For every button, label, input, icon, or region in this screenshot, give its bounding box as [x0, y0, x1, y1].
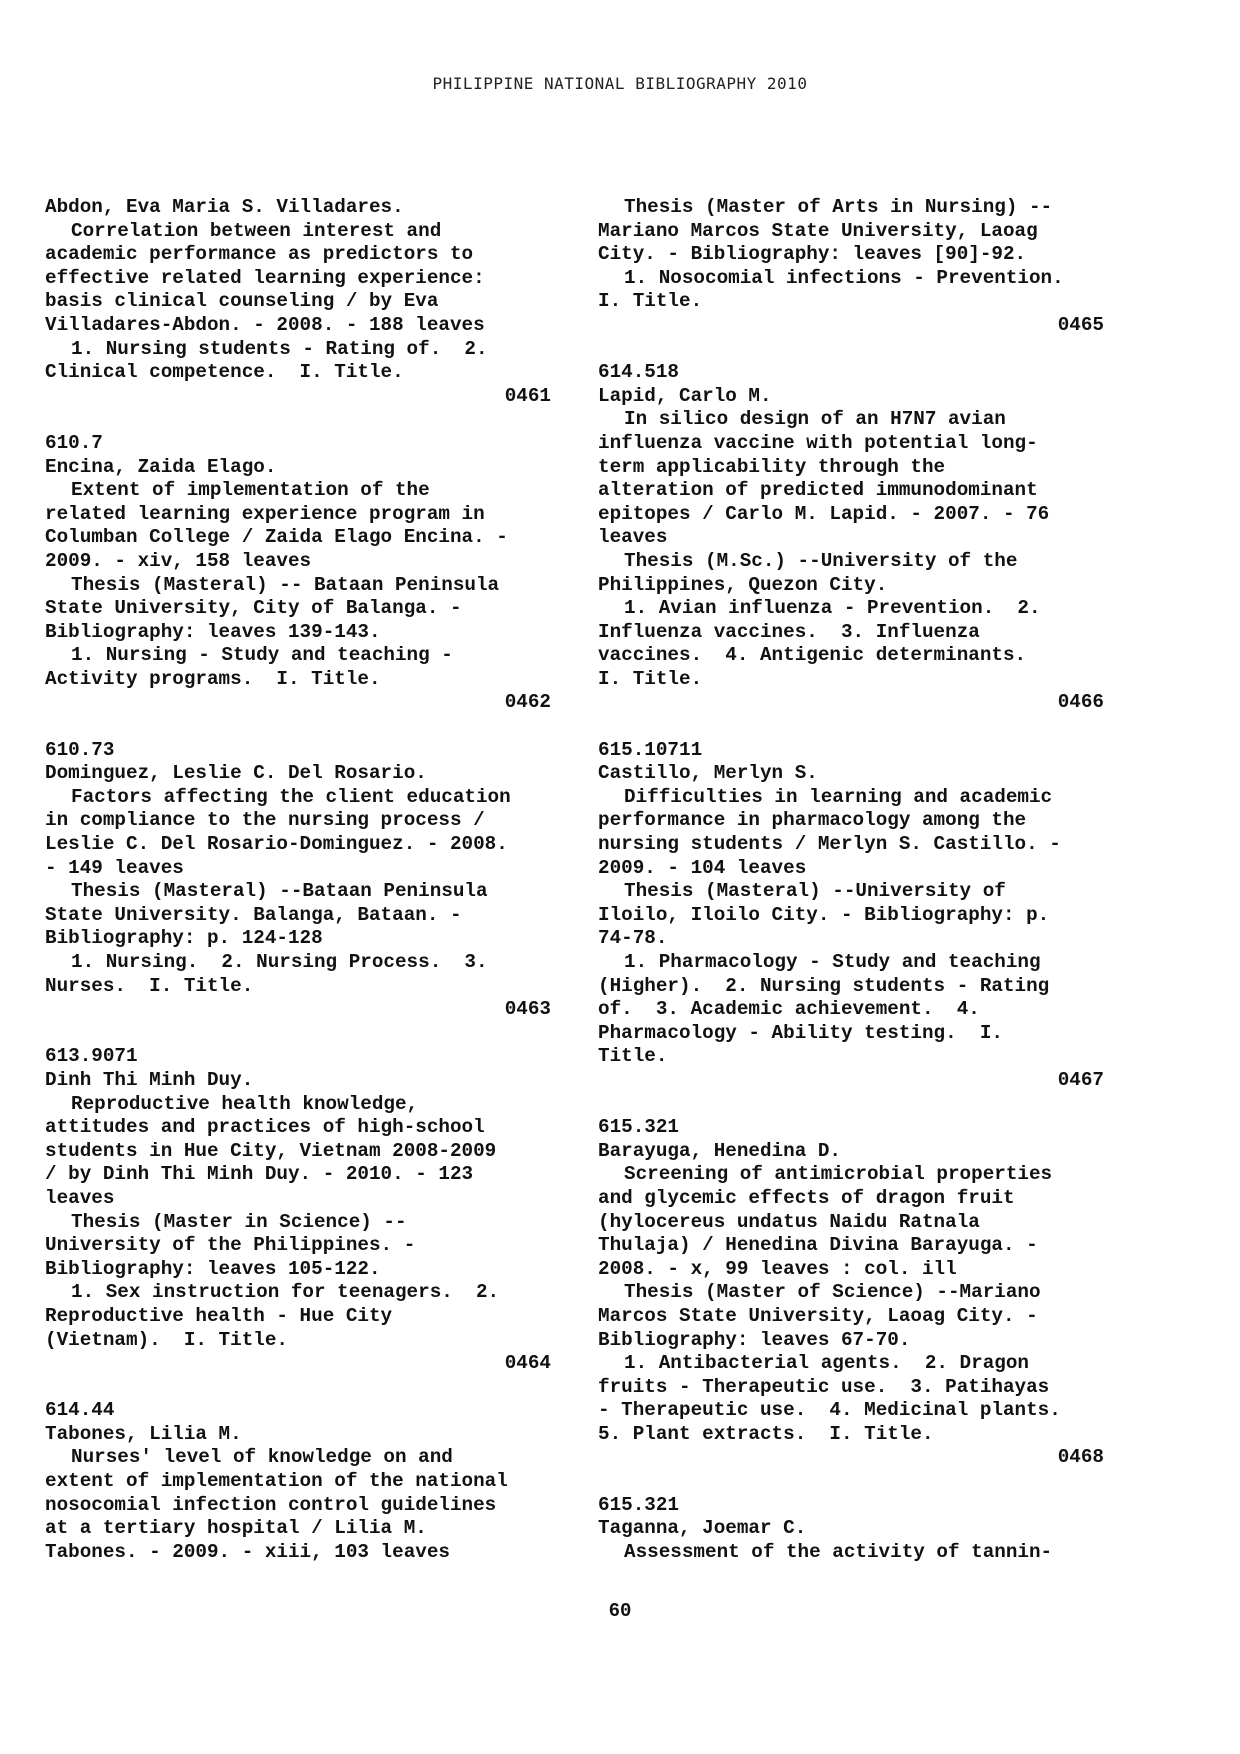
bibliography-entry	[45, 1045, 551, 1375]
entry-line: Barayuga, Henedina D.	[598, 1139, 841, 1162]
entry-number: 0461	[504, 384, 551, 407]
entry-number: 0465	[1057, 313, 1104, 336]
entry-line: Thesis (Masteral) --Bataan Peninsula	[71, 880, 488, 903]
entry-line: Encina, Zaida Elago.	[45, 455, 277, 478]
page-number: 60	[608, 1600, 632, 1622]
call-number: 614.518	[598, 361, 679, 384]
call-number: 614.44	[45, 1399, 115, 1422]
entry-line: 1. Nursing. 2. Nursing Process. 3.	[71, 951, 488, 973]
running-title: PHILIPPINE NATIONAL BIBLIOGRAPHY 2010	[432, 74, 808, 93]
entry-line: Reproductive health knowledge,	[71, 1092, 419, 1115]
entry-line: performance in pharmacology among the	[598, 809, 1027, 832]
bibliography-entry	[45, 1399, 551, 1564]
entry-line: Bibliography: leaves 105-122.	[45, 1257, 381, 1280]
entry-line: City. - Bibliography: leaves [90]-92.	[598, 243, 1027, 266]
entry-line: Assessment of the activity of tannin-	[624, 1540, 1053, 1563]
entry-line: Bibliography: p. 124-128	[45, 927, 323, 950]
entry-line: 2009. - xiv, 158 leaves	[45, 549, 312, 572]
entry-line: Clinical competence. I. Title.	[45, 361, 404, 384]
entry-line: attitudes and practices of high-school	[45, 1116, 485, 1139]
call-number: 610.7	[45, 431, 103, 454]
entry-line: 5. Plant extracts. I. Title.	[598, 1422, 934, 1445]
entry-line: 1. Sex instruction for teenagers. 2.	[71, 1281, 500, 1304]
entry-number: 0468	[1057, 1446, 1104, 1469]
call-number: 610.73	[45, 738, 115, 761]
entry-line: Villadares-Abdon. - 2008. - 188 leaves	[45, 313, 485, 336]
entry-line: Taganna, Joemar C.	[598, 1517, 807, 1540]
entry-line: 74-78.	[598, 927, 668, 950]
call-number: 615.321	[598, 1493, 679, 1516]
entry-line: State University, City of Balanga. -	[45, 597, 462, 620]
entry-line: Influenza vaccines. 3. Influenza	[598, 620, 980, 643]
entry-line: State University. Balanga, Bataan. -	[45, 903, 462, 926]
entry-line: I. Title.	[598, 290, 703, 313]
call-number: 613.9071	[45, 1045, 138, 1068]
entry-line: Philippines, Quezon City.	[598, 573, 888, 596]
entry-line: Screening of antimicrobial properties	[624, 1163, 1053, 1186]
entry-line: extent of implementation of the national	[45, 1470, 508, 1493]
entry-line: vaccines. 4. Antigenic determinants.	[598, 644, 1027, 667]
entry-line: 1. Antibacterial agents. 2. Dragon	[624, 1352, 1029, 1375]
entry-line: Nurses. I. Title.	[45, 974, 254, 997]
bibliography-entry	[598, 1494, 1104, 1565]
entry-line: Leslie C. Del Rosario-Dominguez. - 2008.	[45, 833, 508, 856]
entry-line: Thesis (M.Sc.) --University of the	[624, 549, 1018, 572]
entry-line: Tabones. - 2009. - xiii, 103 leaves	[45, 1540, 450, 1563]
entry-line: Pharmacology - Ability testing. I.	[598, 1021, 1003, 1044]
entry-line: effective related learning experience:	[45, 266, 485, 289]
entry-line: nursing students / Merlyn S. Castillo. -	[598, 833, 1061, 856]
entry-line: 1. Nosocomial infections - Prevention.	[624, 266, 1064, 289]
entry-line: 1. Nursing students - Rating of. 2.	[71, 337, 488, 360]
entry-line: (hylocereus undatus Naidu Ratnala	[598, 1210, 980, 1233]
bibliography-entry	[598, 1116, 1104, 1470]
entry-line: academic performance as predictors to	[45, 243, 474, 266]
bibliography-entry	[45, 196, 551, 408]
entry-line: Thesis (Master of Arts in Nursing) --	[624, 196, 1053, 218]
entry-line: Marcos State University, Laoag City. -	[598, 1304, 1038, 1327]
entry-line: Tabones, Lilia M.	[45, 1422, 242, 1445]
entry-line: of. 3. Academic achievement. 4.	[598, 998, 980, 1021]
entry-number: 0464	[504, 1352, 551, 1375]
bibliography-entry	[598, 739, 1104, 1093]
entry-line: - 149 leaves	[45, 856, 184, 879]
entry-line: term applicability through the	[598, 455, 946, 478]
bibliography-entry	[45, 432, 551, 715]
entry-line: Mariano Marcos State University, Laoag	[598, 219, 1038, 242]
entry-line: Nurses' level of knowledge on and	[71, 1446, 453, 1469]
entry-line: students in Hue City, Vietnam 2008-2009	[45, 1139, 497, 1162]
entry-line: at a tertiary hospital / Lilia M.	[45, 1517, 427, 1540]
entry-line: 2008. - x, 99 leaves : col. ill	[598, 1257, 957, 1280]
entry-number: 0463	[504, 998, 551, 1021]
bibliography-entry	[45, 739, 551, 1022]
call-number: 615.10711	[598, 738, 703, 761]
entry-line: related learning experience program in	[45, 502, 485, 525]
right-column	[598, 196, 1104, 1588]
entry-number: 0466	[1057, 691, 1104, 714]
entry-line: 1. Pharmacology - Study and teaching	[624, 951, 1041, 973]
entry-line: Factors affecting the client education	[71, 785, 511, 808]
entry-line: I. Title.	[598, 667, 703, 690]
entry-line: University of the Philippines. -	[45, 1234, 416, 1257]
entry-line: - Therapeutic use. 4. Medicinal plants.	[598, 1399, 1061, 1422]
entry-line: Dinh Thi Minh Duy.	[45, 1068, 254, 1091]
entry-line: In silico design of an H7N7 avian	[624, 408, 1006, 431]
entry-line: Castillo, Merlyn S.	[598, 762, 818, 785]
entry-line: epitopes / Carlo M. Lapid. - 2007. - 76	[598, 502, 1050, 525]
entry-line: Bibliography: leaves 139-143.	[45, 620, 381, 643]
entry-line: Reproductive health - Hue City	[45, 1304, 393, 1327]
entry-line: Extent of implementation of the	[71, 479, 430, 502]
entry-line: alteration of predicted immunodominant	[598, 479, 1038, 502]
entry-line: influenza vaccine with potential long-	[598, 431, 1038, 454]
entry-line: 1. Avian influenza - Prevention. 2.	[624, 597, 1041, 620]
entry-line: Dominguez, Leslie C. Del Rosario.	[45, 762, 427, 785]
entry-line: Columban College / Zaida Elago Encina. -	[45, 526, 508, 549]
entry-line: (Vietnam). I. Title.	[45, 1328, 288, 1351]
entry-line: 1. Nursing - Study and teaching -	[71, 644, 453, 667]
left-column	[45, 196, 551, 1588]
entry-line: in compliance to the nursing process /	[45, 809, 485, 832]
entry-line: fruits - Therapeutic use. 3. Patihayas	[598, 1375, 1050, 1398]
entry-line: / by Dinh Thi Minh Duy. - 2010. - 123	[45, 1163, 474, 1186]
entry-line: Thesis (Masteral) -- Bataan Peninsula	[71, 573, 500, 596]
entry-line: Iloilo, Iloilo City. - Bibliography: p.	[598, 903, 1050, 926]
entry-line: nosocomial infection control guidelines	[45, 1493, 497, 1516]
entry-line: Thesis (Master in Science) --	[71, 1210, 407, 1233]
entry-line: Abdon, Eva Maria S. Villadares.	[45, 196, 404, 218]
bibliography-entry	[598, 361, 1104, 715]
entry-number: 0462	[504, 691, 551, 714]
entry-line: leaves	[598, 526, 668, 549]
entry-line: Lapid, Carlo M.	[598, 384, 772, 407]
entry-number: 0467	[1057, 1068, 1104, 1091]
entry-line: (Higher). 2. Nursing students - Rating	[598, 974, 1050, 997]
call-number: 615.321	[598, 1116, 679, 1139]
entry-line: basis clinical counseling / by Eva	[45, 290, 439, 313]
entry-line: and glycemic effects of dragon fruit	[598, 1186, 1015, 1209]
entry-line: Thulaja) / Henedina Divina Barayuga. -	[598, 1234, 1038, 1257]
entry-line: Title.	[598, 1045, 668, 1068]
entry-line: Thesis (Master of Science) --Mariano	[624, 1281, 1041, 1304]
entry-line: Activity programs. I. Title.	[45, 667, 381, 690]
entry-line: 2009. - 104 leaves	[598, 856, 807, 879]
entry-line: Bibliography: leaves 67-70.	[598, 1328, 911, 1351]
entry-line: leaves	[45, 1186, 115, 1209]
entry-line: Thesis (Masteral) --University of	[624, 880, 1006, 903]
entry-line: Difficulties in learning and academic	[624, 785, 1053, 808]
entry-line: Correlation between interest and	[71, 219, 442, 242]
bibliography-entry	[598, 196, 1104, 338]
